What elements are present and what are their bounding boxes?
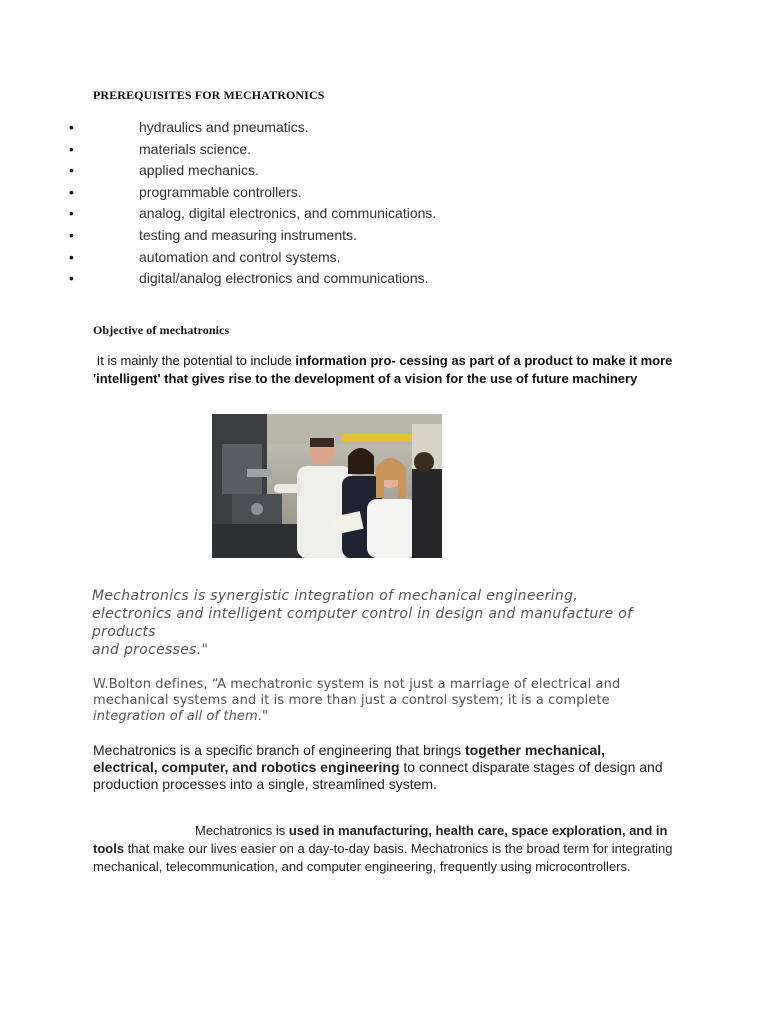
- bolton-definition: [93, 677, 683, 725]
- prerequisite-text: programmable controllers.: [139, 183, 302, 200]
- prerequisite-item: [69, 225, 689, 247]
- quote-line-2: electronics and intelligent computer control in design and manufacture of: [92, 606, 633, 622]
- prerequisite-text: automation and control systems.: [139, 248, 341, 265]
- quote-line-4: and processes.": [92, 642, 209, 658]
- bolton-prefix: W.Bolton defines, “A mechatronic system is not just a marriage of electrical and mechanical systems and it is more than just a control system; it is a complete: [93, 677, 621, 708]
- definition-paragraph: [93, 742, 673, 793]
- bullet-icon: •: [69, 270, 74, 287]
- prerequisite-text: digital/analog electronics and communications.: [139, 270, 429, 287]
- prerequisites-heading: PREREQUISITES FOR MECHATRONICS: [93, 88, 325, 102]
- bolton-italic: integration of all of them: [93, 709, 258, 724]
- prerequisite-item: [69, 203, 689, 225]
- prerequisite-item: [69, 139, 689, 161]
- bullet-icon: •: [69, 226, 74, 243]
- prerequisite-text: applied mechanics.: [139, 162, 259, 179]
- bolton-suffix: .": [257, 709, 269, 724]
- definition-prefix: Mechatronics is a specific branch of engineering that brings: [93, 742, 465, 758]
- definition-suffix: to connect disparate stages of design and production processes into a single, streamlined system.: [93, 759, 663, 792]
- objective-paragraph: [93, 352, 683, 387]
- prerequisite-text: testing and measuring instruments.: [139, 226, 357, 243]
- bullet-icon: •: [69, 140, 74, 157]
- prerequisites-list: [69, 117, 689, 290]
- uses-prefix: Mechatronics is: [195, 823, 289, 838]
- objective-heading: Objective of mechatronics: [93, 323, 230, 337]
- bullet-icon: •: [69, 119, 74, 135]
- prerequisite-item: [69, 182, 689, 204]
- prerequisite-text: analog, digital electronics, and communications.: [139, 205, 437, 222]
- prerequisite-item: [69, 117, 689, 139]
- objective-intro: It is mainly the potential to include: [93, 353, 296, 368]
- bullet-icon: •: [69, 162, 74, 179]
- prerequisite-text: hydraulics and pneumatics.: [139, 119, 309, 135]
- uses-suffix: that make our lives easier on a day-to-day basis. Mechatronics is the broad term for integrating mechanical, telecommunication, and computer engineering, frequently using microcontrollers.: [93, 841, 673, 874]
- objective-bold-text: information pro- cessing as part of a product to make it more 'intelligent' that gives rise to the development of a vision for the use of future machinery: [93, 353, 673, 386]
- quote-line-3: products: [92, 624, 156, 640]
- prerequisite-item: [69, 160, 689, 182]
- prerequisite-text: materials science.: [139, 140, 252, 157]
- bullet-icon: •: [69, 205, 74, 222]
- bullet-icon: •: [69, 183, 74, 200]
- bullet-icon: •: [69, 248, 74, 265]
- mechatronics-quote: [92, 587, 692, 659]
- uses-bold: used in manufacturing, health care, space exploration, and in tools: [93, 823, 668, 856]
- lab-photo: [212, 414, 442, 558]
- quote-line-1: Mechatronics is synergistic integration of mechanical engineering,: [92, 588, 579, 604]
- uses-paragraph: [93, 822, 683, 876]
- prerequisite-item: [69, 268, 689, 290]
- prerequisite-item: [69, 247, 689, 269]
- definition-bold: together mechanical, electrical, computer, and robotics engineering: [93, 742, 606, 775]
